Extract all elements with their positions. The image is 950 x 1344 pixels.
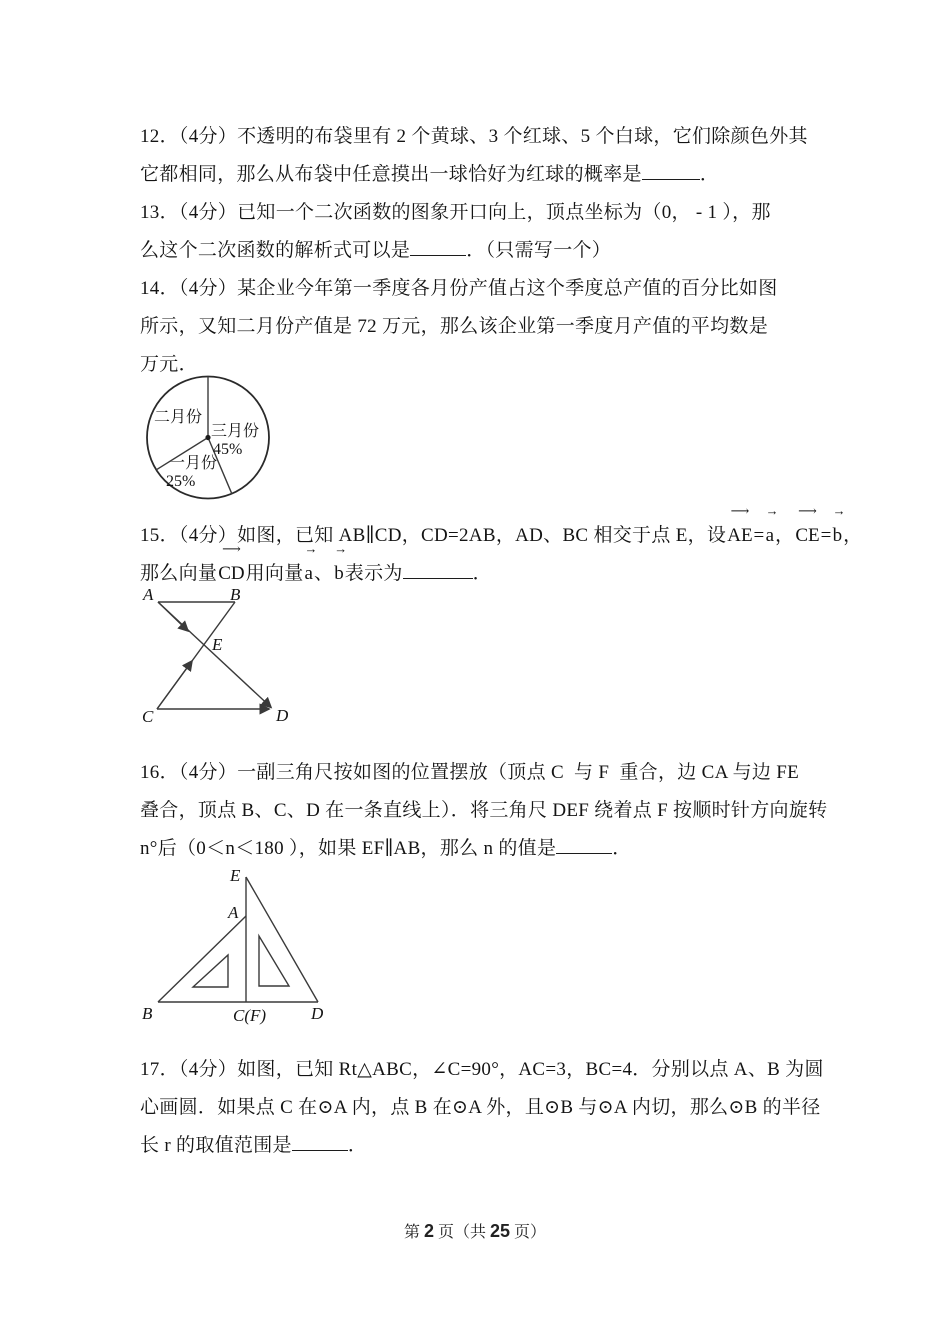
text-run: 叠合，顶点 B、C、D 在一条直线上）．将三角尺 DEF 绕着点 F 按顺时针方向旋转 bbox=[140, 800, 828, 821]
footer-infix: 页（共 bbox=[433, 1224, 490, 1241]
question-14 bbox=[140, 270, 820, 384]
point-label-D: D bbox=[311, 1004, 324, 1023]
answer-blank bbox=[292, 1136, 348, 1151]
segment-ED bbox=[246, 877, 318, 1002]
text-run: ． bbox=[699, 164, 720, 185]
pie-label-march: 三月份 bbox=[211, 423, 260, 440]
vector-AE: ⟶ AE bbox=[727, 517, 752, 555]
text-line bbox=[140, 270, 820, 308]
answer-blank bbox=[556, 839, 612, 854]
vector-CD: ⟶ CD bbox=[218, 555, 244, 593]
point-label-D: D bbox=[276, 706, 289, 725]
text-run: 那么向量 bbox=[140, 563, 218, 584]
text-run: ， bbox=[843, 525, 863, 546]
footer-suffix: 页） bbox=[510, 1224, 547, 1241]
text-run: 16．（4分）一副三角尺按如图的位置摆放（顶点 C 与 F 重合，边 CA 与边 FE bbox=[140, 762, 800, 783]
text-run: 12．（4分）不透明的布袋里有 2 个黄球、3 个红球、5 个白球，它们除颜色外其 bbox=[140, 126, 808, 147]
pie-value-march: 45% bbox=[213, 441, 243, 458]
point-label-A: A bbox=[228, 903, 239, 922]
mid-arrow-AE bbox=[158, 602, 188, 631]
text-run: 用向量 bbox=[245, 563, 304, 584]
footer-prefix: 第 bbox=[403, 1224, 424, 1241]
answer-blank bbox=[642, 165, 700, 180]
text-line bbox=[140, 156, 820, 194]
text-line bbox=[140, 792, 828, 830]
text-run: 么这个二次函数的解析式可以是 bbox=[140, 240, 411, 261]
text-line bbox=[140, 118, 820, 156]
set-square-figure bbox=[140, 866, 820, 1029]
text-line bbox=[140, 194, 820, 232]
vector-a: → a bbox=[766, 517, 774, 555]
text-run: = bbox=[753, 525, 765, 546]
text-run: 17．（4分）如图，已知 Rt△ABC，∠C=90°，AC=3，BC=4．分别以点 A、B 为圆 bbox=[140, 1059, 824, 1080]
point-label-B: B bbox=[142, 1004, 153, 1023]
point-label-A: A bbox=[143, 585, 154, 604]
pie-label-january: 一月份 bbox=[169, 455, 218, 472]
text-run: ． bbox=[472, 563, 492, 584]
question-12 bbox=[140, 118, 820, 194]
pie-chart-figure bbox=[142, 374, 820, 511]
segment-AB bbox=[158, 916, 246, 1002]
text-run: 所示，又知二月份产值是 72 万元，那么该企业第一季度月产值的平均数是 bbox=[140, 316, 769, 337]
text-run: ． bbox=[347, 1135, 368, 1156]
pie-center-dot bbox=[205, 435, 210, 440]
text-line bbox=[140, 232, 820, 270]
answer-blank bbox=[403, 564, 473, 579]
pie-value-january: 25% bbox=[166, 473, 196, 490]
page-footer bbox=[0, 1219, 950, 1242]
text-run: 心画圆．如果点 C 在⊙A 内，点 B 在⊙A 外，且⊙B 与⊙A 内切，那么⊙B 的半径 bbox=[140, 1097, 821, 1118]
vector-a: → a bbox=[305, 555, 313, 593]
pie-chart-svg bbox=[142, 374, 312, 506]
vector-figure bbox=[140, 587, 820, 732]
text-run: ， bbox=[775, 525, 795, 546]
point-label-B: B bbox=[230, 585, 241, 604]
vector-b: → b bbox=[833, 517, 843, 555]
question-16 bbox=[140, 754, 828, 868]
set-square-figure-svg bbox=[140, 866, 350, 1024]
text-line bbox=[140, 830, 820, 868]
text-line bbox=[140, 1089, 820, 1127]
text-run: 表示为 bbox=[344, 563, 403, 584]
text-run: 长 r 的取值范围是 bbox=[140, 1135, 292, 1156]
text-line bbox=[140, 1127, 820, 1165]
point-label-C: C bbox=[142, 707, 154, 726]
text-line bbox=[140, 308, 820, 346]
vector-figure-svg bbox=[140, 587, 300, 727]
mid-arrow-CE bbox=[157, 661, 192, 709]
text-line bbox=[140, 754, 820, 792]
text-run: 14．（4分）某企业今年第一季度各月份产值占这个季度总产值的百分比如图 bbox=[140, 278, 778, 299]
footer-page-number: 2 bbox=[423, 1221, 434, 1241]
text-run: 、 bbox=[313, 563, 334, 584]
point-label-CF: C(F) bbox=[233, 1006, 267, 1025]
text-run: 13．（4分）已知一个二次函数的图象开口向上，顶点坐标为（0， - 1 ），那 bbox=[140, 202, 771, 223]
pie-label-february: 二月份 bbox=[154, 409, 203, 426]
text-run: 15．（4分）如图，已知 AB∥CD，CD=2AB，AD、BC 相交于点 E，设 bbox=[140, 525, 727, 546]
question-15 bbox=[140, 517, 863, 593]
answer-blank bbox=[410, 241, 466, 256]
text-run: n°后（0＜n＜180 ），如果 EF∥AB，那么 n 的值是 bbox=[140, 838, 557, 859]
question-13 bbox=[140, 194, 820, 270]
text-run: 万元． bbox=[140, 354, 198, 375]
point-label-E: E bbox=[230, 866, 241, 885]
vector-CE: ⟶ CE bbox=[795, 517, 819, 555]
text-run: 它都相同，那么从布袋中任意摸出一球恰好为红球的概率是 bbox=[140, 164, 642, 185]
text-run: ． bbox=[612, 838, 632, 859]
text-line bbox=[140, 1051, 824, 1089]
text-run: = bbox=[820, 525, 832, 546]
question-17 bbox=[140, 1051, 824, 1165]
left-triangle-hole bbox=[193, 955, 228, 987]
footer-total-pages: 25 bbox=[490, 1221, 511, 1241]
vector-b: → b bbox=[334, 555, 344, 593]
text-run: ．（只需写一个） bbox=[466, 240, 612, 261]
point-label-E: E bbox=[212, 635, 223, 654]
